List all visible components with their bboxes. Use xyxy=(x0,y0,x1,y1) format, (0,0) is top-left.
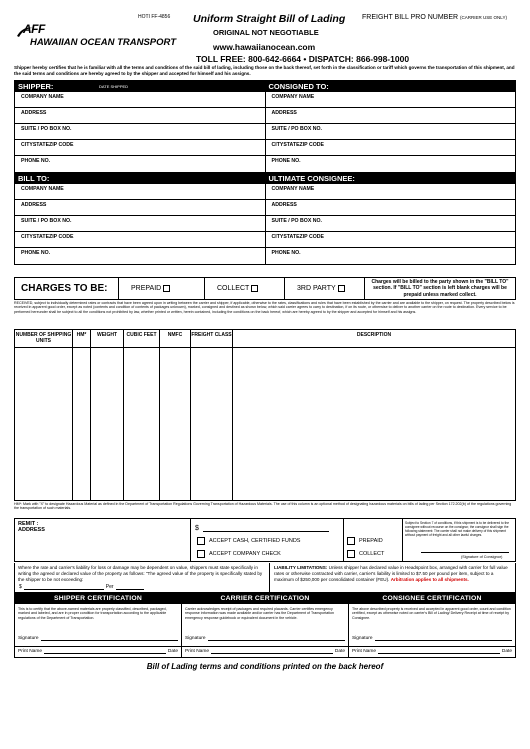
cod-prepaid-checkbox[interactable] xyxy=(347,537,355,545)
ultimate-section xyxy=(266,173,516,264)
ultimate-address-field[interactable]: ADDRESS xyxy=(266,200,516,216)
date-shipped-label: DATE SHIPPED xyxy=(99,84,129,89)
cod-collect-checkbox[interactable] xyxy=(347,550,355,558)
col-hm: HM* xyxy=(73,330,91,347)
shipper-company-field[interactable]: COMPANY NAME xyxy=(15,92,265,108)
freight-bill-label xyxy=(362,14,507,21)
prepaid-checkbox[interactable] xyxy=(163,285,170,292)
cod-prepaid-option[interactable] xyxy=(347,537,383,545)
ultimate-header: ULTIMATE CONSIGNEE: xyxy=(266,173,516,184)
cod-collect-option[interactable] xyxy=(347,550,384,558)
cell-hm[interactable] xyxy=(73,348,91,500)
ultimate-phone-field[interactable]: PHONE NO. xyxy=(271,250,301,256)
consignor-signature-line[interactable] xyxy=(421,552,509,553)
col-description: DESCRIPTION xyxy=(356,332,392,338)
liability-text: Unless shipper has declared value in Headspoint box, arranged with carrier for full value rates or otherwise contracted with carrier, carrier's liability is limited to $7.50 per pound per item, subject to a maximum of $250,000 per consolidated container (FEU). xyxy=(274,565,508,582)
carrier-cert-text: Carrier acknowledges receipt of packages and required placards. Carrier certifies emergency response information was made available and/or carrier has the Department of Transportation emergency response guidebook or equivalent document in the vehicle. xyxy=(185,607,335,620)
prepaid-option[interactable] xyxy=(119,278,205,299)
shipper-phone-field[interactable]: PHONE NO. xyxy=(21,158,51,164)
carrier-print-name-line[interactable] xyxy=(211,649,333,654)
cod-amount-line[interactable] xyxy=(203,531,329,532)
footer-note: Bill of Lading terms and conditions printed on the back hereof xyxy=(146,662,384,671)
cod-box xyxy=(191,519,403,561)
col-freight-class: FREIGHT CLASS xyxy=(191,330,233,347)
consignee-cert-divider xyxy=(349,646,515,647)
third-party-label: 3RD PARTY xyxy=(297,285,336,292)
shipment-table xyxy=(14,329,516,501)
shipper-city-field[interactable]: CITYSTATEZIP CODE xyxy=(15,140,265,156)
received-terms: RECEIVED, subject to individually determined rates or contracts that have been agreed upon in writing between the carrier and shipper, if applicable, otherwise to the rates, classifications and rules that have been established by the carrier and are available to the shipper, on request. The property described below is received in apparent good order, except as noted (contents and condition of contents of packages unknown), marked, consigned and destined as shown below, which said carrier agrees to carry to destination, if on its route, or otherwise to deliver to another carrier on the route to destination. Every service to be performed hereunder shall be subject to all the conditions not prohibited by law, whether printed or written, herein contained, including the conditions on the back hereof, which are hereby agreed to by the shipper and accepted for himself and his assigns. xyxy=(14,301,515,314)
shipper-cert-divider xyxy=(15,646,181,647)
billto-phone-field[interactable]: PHONE NO. xyxy=(21,250,51,256)
third-party-option[interactable] xyxy=(285,278,365,299)
shipper-print-name-label: Print Name xyxy=(18,649,42,654)
shipper-header-label: SHIPPER: xyxy=(18,82,54,91)
prepaid-label: PREPAID xyxy=(131,285,162,292)
accept-cash-label: ACCEPT CASH, CERTIFIED FUNDS xyxy=(209,538,301,544)
declared-dollar-sign: $ xyxy=(19,583,22,590)
section7-text: Subject to Section 7 of conditions, if this shipment is to be delivered to the consignee without recourse on the consignor, the consignor shall sign the following statement: The carrier shall not make delivery of this shipment without payment of freight and all other lawful charges. xyxy=(405,521,510,537)
company-logo xyxy=(15,22,190,54)
carrier-signature-line[interactable] xyxy=(208,636,345,641)
shipper-section xyxy=(15,81,266,172)
carrier-print-name-field[interactable] xyxy=(185,649,345,654)
carrier-certification xyxy=(182,594,349,657)
carrier-date-label: Date xyxy=(334,649,345,654)
billto-company-field[interactable]: COMPANY NAME xyxy=(15,184,265,200)
freight-bill-text: FREIGHT BILL PRO NUMBER xyxy=(362,14,459,21)
phone-numbers: TOLL FREE: 800-642-6664 • DISPATCH: 866-998-1000 xyxy=(196,54,410,64)
hm-note: HM*: Mark with "X" to designate Hazardous Material as defined in the Department of Transportation Regulations Governing Transportation of Hazardous Materials. The use of this column is an optional method of designating hazardous materials on bills of lading per Section 172.202(b) of the regulations governing the transportation of such materials. xyxy=(14,502,512,511)
col-weight: WEIGHT xyxy=(91,330,124,347)
remit-label: REMIT : xyxy=(18,521,39,527)
cell-freight-class[interactable] xyxy=(191,348,233,500)
billto-section xyxy=(15,173,266,264)
consigned-city-field[interactable]: CITYSTATEZIP CODE xyxy=(266,140,516,156)
charges-row xyxy=(14,277,516,300)
shipper-suite-field[interactable]: SUITE / PO BOX NO. xyxy=(15,124,265,140)
shipper-certification-intro: Shipper hereby certifies that he is familiar with all the terms and conditions of the said bill of lading, including those on the back thereof, set forth in the classification or tariff which governs the transportation of this shipment, and the said terms and conditions are hereby agreed to by the shipper and accepted for himself and his assigns. xyxy=(14,65,515,76)
cell-shipping-units[interactable] xyxy=(15,348,73,500)
third-party-checkbox[interactable] xyxy=(338,285,345,292)
consignee-print-name-label: Print Name xyxy=(352,649,376,654)
website-url: www.hawaiianocean.com xyxy=(213,42,316,52)
shipper-signature-line[interactable] xyxy=(41,636,178,641)
shipper-cert-header: SHIPPER CERTIFICATION xyxy=(15,594,181,604)
declared-amount-line[interactable] xyxy=(24,584,104,591)
billto-city-field[interactable]: CITYSTATEZIP CODE xyxy=(15,232,265,248)
accept-check-checkbox[interactable] xyxy=(197,550,205,558)
shipper-signature-label: Signature xyxy=(18,636,39,641)
billto-header: BILL TO: xyxy=(15,173,265,184)
shipper-address-field[interactable]: ADDRESS xyxy=(15,108,265,124)
accept-check-option[interactable] xyxy=(197,550,281,558)
consignee-signature-line[interactable] xyxy=(375,636,512,641)
address-grid xyxy=(14,80,516,265)
logo-text: HAWAIIAN OCEAN TRANSPORT xyxy=(30,37,177,48)
collect-checkbox[interactable] xyxy=(251,285,258,292)
value-section xyxy=(14,563,516,593)
remit-section xyxy=(14,518,516,562)
consignee-cert-text: The above described property is received and accepted in apparent good order, count and condition certified, except as otherwise noted on carrier's Bill of Lading/ Delivery Receipt at time of receipt by Consignee. xyxy=(352,607,511,620)
consigned-suite-field[interactable]: SUITE / PO BOX NO. xyxy=(266,124,516,140)
table-body xyxy=(15,348,515,500)
consignee-signature-label: Signature xyxy=(352,636,373,641)
ultimate-city-field[interactable]: CITYSTATEZIP CODE xyxy=(266,232,516,248)
consignee-cert-header: CONSIGNEE CERTIFICATION xyxy=(349,594,515,604)
certifications xyxy=(14,593,516,658)
billto-address-field[interactable]: ADDRESS xyxy=(15,200,265,216)
cod-divider xyxy=(343,519,344,561)
carrier-signature-label: Signature xyxy=(185,636,206,641)
shipper-certification xyxy=(15,594,182,657)
consigned-header: CONSIGNED TO: xyxy=(266,81,516,92)
cell-nmfc[interactable] xyxy=(160,348,191,500)
carrier-cert-divider xyxy=(182,646,348,647)
consignor-signature-caption: (Signature of Consignor) xyxy=(461,555,503,560)
consignee-print-name-line[interactable] xyxy=(378,649,500,654)
form-number: HOTI FF-4856 xyxy=(138,14,171,20)
consignee-certification xyxy=(349,594,515,657)
shipper-signature-field[interactable] xyxy=(18,636,178,641)
charges-note: Charges will be billed to the party shown in the "BILL TO" section. If "BILL TO" section is left blank charges will be prepaid unless marked collect. xyxy=(371,279,509,298)
remit-address-box[interactable] xyxy=(15,519,191,561)
cod-dollar-sign: $ xyxy=(195,525,199,532)
arbitration-note: Arbitration applies to all shipments. xyxy=(390,576,469,582)
consigned-section xyxy=(266,81,516,172)
cod-collect-label: COLLECT xyxy=(359,551,385,557)
shipper-cert-text: This is to certify that the above-named materials are properly classified, described, packaged, marked and labeled, and are in proper condition for transportation according to the applicable regulations of the Department of Transportation. xyxy=(18,607,167,620)
declared-per-label: Per xyxy=(105,583,114,590)
liability-title: LIABILITY LIMITATIONS: xyxy=(274,565,328,570)
shipper-print-name-line[interactable] xyxy=(44,649,166,654)
ultimate-company-field[interactable]: COMPANY NAME xyxy=(266,184,516,200)
ultimate-suite-field[interactable]: SUITE / PO BOX NO. xyxy=(266,216,516,232)
logo-mark: AFF xyxy=(23,22,45,36)
col-cubic-feet: CUBIC FEET xyxy=(124,330,160,347)
consigned-address-field[interactable]: ADDRESS xyxy=(266,108,516,124)
declared-value-text: Where the rate and carrier's liability for loss or damage may be dependent on value, shippers must state specifically in writing the agreed or declared value of the property as follows: "The agreed value of the property is specifically stated by the shipper to be not exceeding: xyxy=(18,565,263,582)
shipper-header xyxy=(15,81,265,92)
billto-ultimate-row xyxy=(15,172,515,264)
col-shipping-units: NUMBER OF SHIPPING UNITS xyxy=(15,330,73,347)
page-subtitle: ORIGINAL NOT NEGOTIABLE xyxy=(213,28,319,37)
cell-cubic-feet[interactable] xyxy=(124,348,160,500)
shipper-print-name-field[interactable] xyxy=(18,649,178,654)
accept-check-label: ACCEPT COMPANY CHECK xyxy=(209,551,281,557)
consigned-phone-field[interactable]: PHONE NO. xyxy=(271,158,301,164)
remit-address-label: ADDRESS xyxy=(18,527,45,533)
collect-option[interactable] xyxy=(205,278,285,299)
accept-cash-option[interactable] xyxy=(197,537,300,545)
consigned-company-field[interactable]: COMPANY NAME xyxy=(266,92,516,108)
table-header xyxy=(15,330,515,348)
consignee-date-label: Date xyxy=(501,649,512,654)
cod-prepaid-label: PREPAID xyxy=(359,538,383,544)
carrier-print-name-label: Print Name xyxy=(185,649,209,654)
accept-cash-checkbox[interactable] xyxy=(197,537,205,545)
declared-per-line[interactable] xyxy=(116,584,144,591)
declared-value-line[interactable] xyxy=(19,584,144,591)
collect-label: COLLECT xyxy=(217,285,250,292)
declared-value-box xyxy=(15,563,270,592)
billto-suite-field[interactable]: SUITE / PO BOX NO. xyxy=(15,216,265,232)
liability-box xyxy=(270,563,515,592)
section7-box xyxy=(403,519,515,561)
carrier-signature-field[interactable] xyxy=(185,636,345,641)
consignee-print-name-field[interactable] xyxy=(352,649,512,654)
col-nmfc: NMFC xyxy=(160,330,191,347)
cell-weight[interactable] xyxy=(91,348,124,500)
charges-label: CHARGES TO BE: xyxy=(15,278,119,299)
freight-bill-note: (CARRIER USE ONLY) xyxy=(460,15,507,20)
shipper-date-label: Date xyxy=(167,649,178,654)
page-title: Uniform Straight Bill of Lading xyxy=(193,13,346,25)
cell-description[interactable] xyxy=(233,348,515,500)
consignee-signature-field[interactable] xyxy=(352,636,512,641)
shipper-consignee-row xyxy=(15,81,515,172)
carrier-cert-header: CARRIER CERTIFICATION xyxy=(182,594,348,604)
